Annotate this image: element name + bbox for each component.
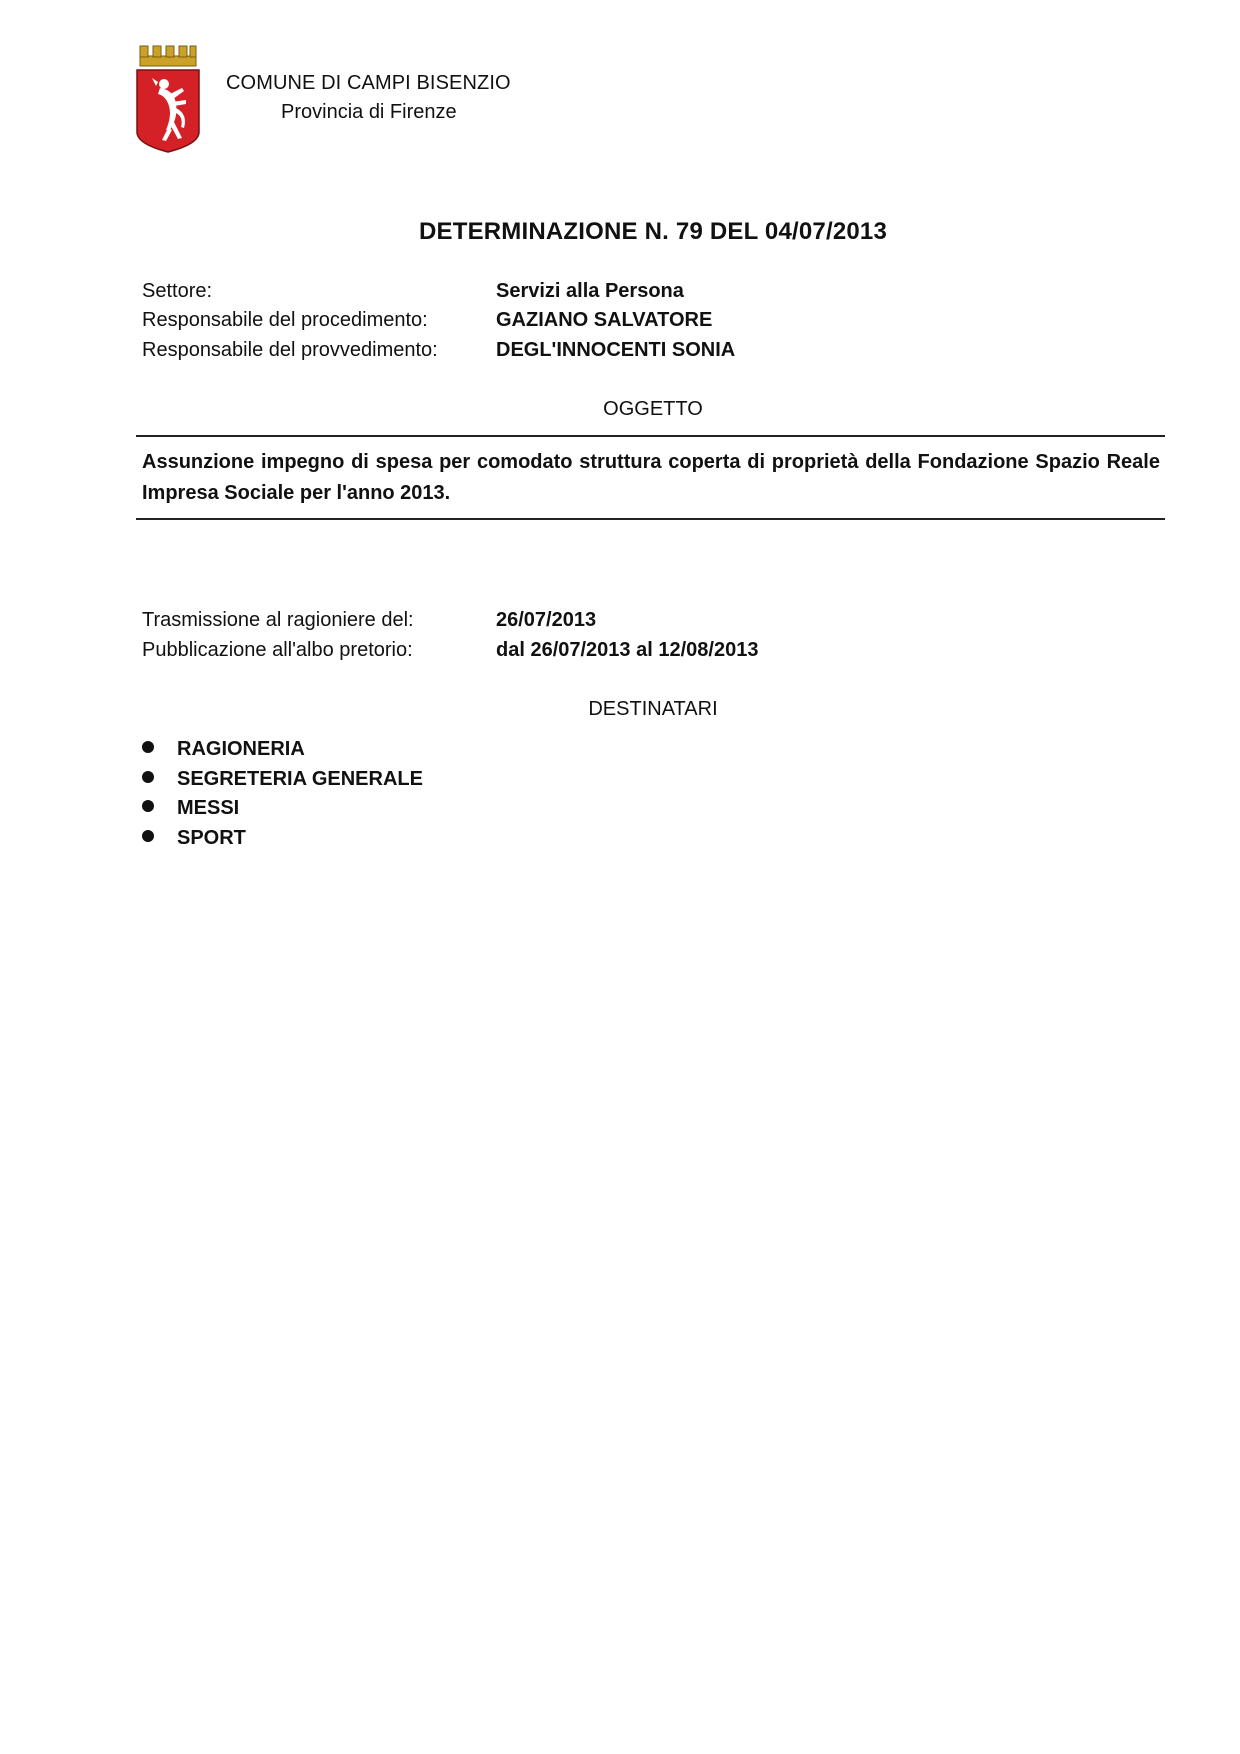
bullet-icon bbox=[142, 771, 154, 783]
organization-province: Provincia di Firenze bbox=[281, 101, 457, 123]
settore-value: Servizi alla Persona bbox=[496, 280, 684, 302]
settore-label: Settore: bbox=[142, 280, 213, 302]
provvedimento-value: DEGL'INNOCENTI SONIA bbox=[496, 339, 736, 361]
subject-top-divider bbox=[136, 435, 1165, 437]
bullet-icon bbox=[142, 800, 154, 812]
subject-heading: OGGETTO bbox=[603, 398, 703, 420]
bullet-icon bbox=[142, 830, 154, 842]
recipients-heading: DESTINATARI bbox=[588, 698, 718, 720]
recipient-item: SPORT bbox=[177, 827, 246, 849]
recipient-item: SEGRETERIA GENERALE bbox=[177, 768, 423, 790]
provvedimento-label: Responsabile del provvedimento: bbox=[142, 339, 438, 361]
coat-of-arms-icon bbox=[134, 44, 202, 156]
trasmissione-label: Trasmissione al ragioniere del: bbox=[142, 609, 414, 631]
recipient-item: MESSI bbox=[177, 797, 240, 819]
subject-bottom-divider bbox=[136, 518, 1165, 520]
procedimento-value: GAZIANO SALVATORE bbox=[496, 309, 713, 331]
pubblicazione-value: dal 26/07/2013 al 12/08/2013 bbox=[496, 639, 759, 661]
recipient-item: RAGIONERIA bbox=[177, 738, 305, 760]
pubblicazione-label: Pubblicazione all'albo pretorio: bbox=[142, 639, 413, 661]
bullet-icon bbox=[142, 741, 154, 753]
document-title: DETERMINAZIONE N. 79 DEL 04/07/2013 bbox=[418, 218, 888, 245]
subject-text: Assunzione impegno di spesa per comodato struttura coperta di proprietà della Fondazione Spazio Reale Impresa Sociale per l'anno 2013. bbox=[142, 451, 1160, 504]
procedimento-label: Responsabile del procedimento: bbox=[142, 309, 428, 331]
organization-name: COMUNE DI CAMPI BISENZIO bbox=[226, 72, 511, 94]
trasmissione-value: 26/07/2013 bbox=[496, 609, 597, 631]
